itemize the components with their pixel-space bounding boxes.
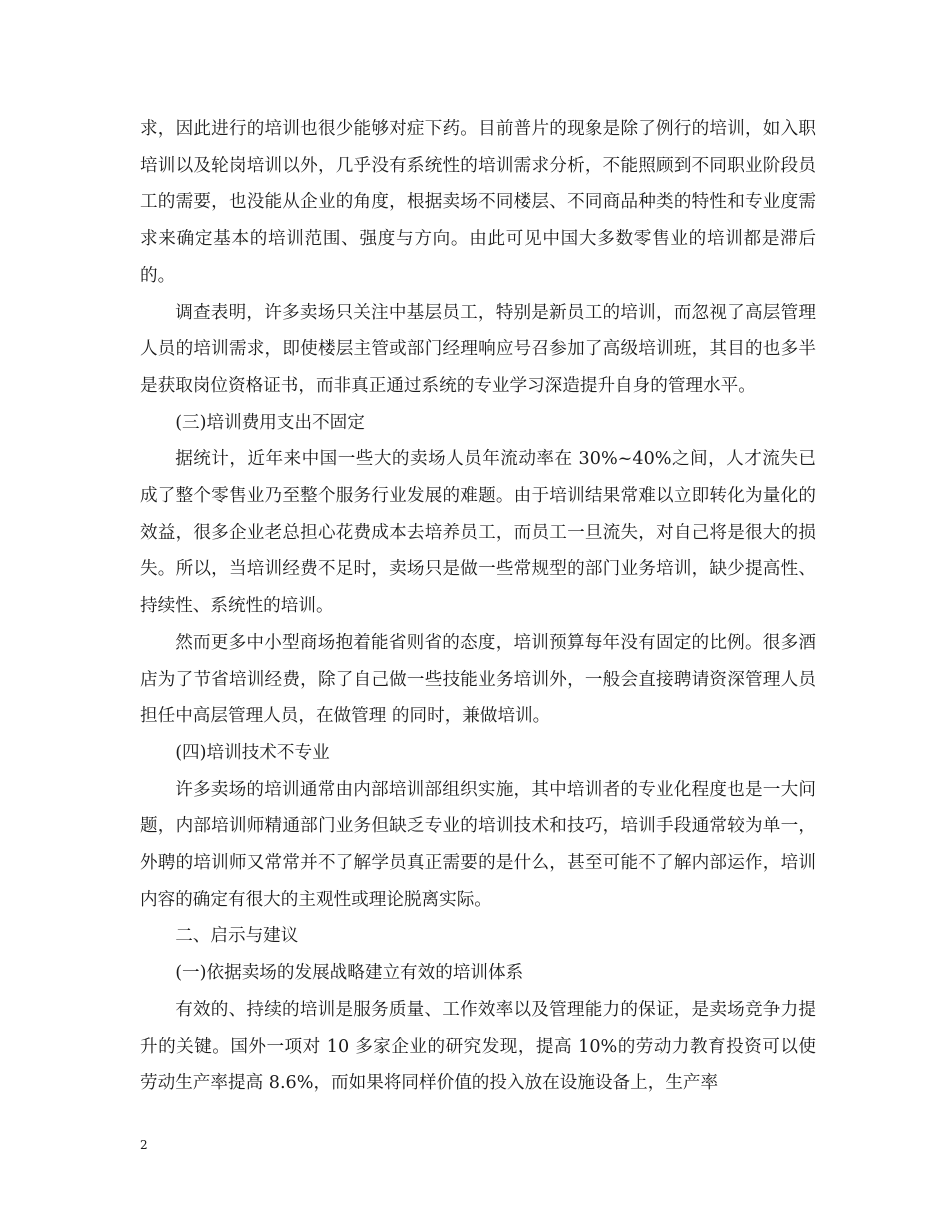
paragraph-continued: 求，因此进行的培训也很少能够对症下药。目前普片的现象是除了例行的培训，如入职培训以及轮岗培训以外，几乎没有系统性的培训需求分析，不能照顾到不同职业阶段员工的需要，也没能从企业的角度，根据卖场不同楼层、不同商品种类的特性和专业度需求来确定基本的培训范围、强度与方向。由此可见中国大多数零售业的培训都是滞后的。 bbox=[140, 119, 816, 286]
paragraph-small-malls: 然而更多中小型商场抱着能省则省的态度，培训预算每年没有固定的比例。很多酒店为了节省培训经费，除了自己做一些技能业务培训外，一般会直接聘请资深管理人员担任中高层管理人员，在做管理 的同时，兼做培训。 bbox=[140, 632, 816, 727]
paragraph-effective-training: 有效的、持续的培训是服务质量、工作效率以及管理能力的保证，是卖场竞争力提升的关键。国外一项对 10 多家企业的研究发现，提高 10%的劳动力教育投资可以使劳动生产率提高 8.6%，而如果将同样价值的投入放在设施设备上，生产率 bbox=[140, 999, 816, 1094]
section-heading-recommendations: 二、启示与建议 bbox=[175, 926, 299, 947]
paragraph-training-technique: 许多卖场的培训通常由内部培训部组织实施，其中培训者的专业化程度也是一大问题，内部培训师精通部门业务但缺乏专业的培训技术和技巧，培训手段通常较为单一，外聘的培训师又常常并不了解学员真正需要的是什么，甚至可能不了解内部运作，培训内容的确定有很大的主观性或理论脱离实际。 bbox=[140, 779, 816, 910]
section-heading-4: (四)培训技术不专业 bbox=[175, 742, 330, 763]
paragraph-survey: 调查表明，许多卖场只关注中基层员工，特别是新员工的培训，而忽视了高层管理人员的培训需求，即使楼层主管或部门经理响应号召参加了高级培训班，其目的也多半是获取岗位资格证书，而非真正通过系统的专业学习深造提升自身的管理水平。 bbox=[140, 302, 816, 396]
section-heading-3: (三)培训费用支出不固定 bbox=[175, 412, 365, 433]
section-heading-1: (一)依据卖场的发展战略建立有效的培训体系 bbox=[175, 963, 524, 984]
document-body bbox=[140, 111, 816, 1102]
page-number: 2 bbox=[140, 1138, 148, 1152]
paragraph-statistics: 据统计，近年来中国一些大的卖场人员年流动率在 30%~40%之间，人才流失已成了整个零售业乃至整个服务行业发展的难题。由于培训结果常难以立即转化为量化的效益，很多企业老总担心花费成本去培养员工，而员工一旦流失，对自己将是很大的损失。所以，当培训经费不足时，卖场只是做一些常规型的部门业务培训，缺少提高性、持续性、系统性的培训。 bbox=[140, 449, 816, 617]
